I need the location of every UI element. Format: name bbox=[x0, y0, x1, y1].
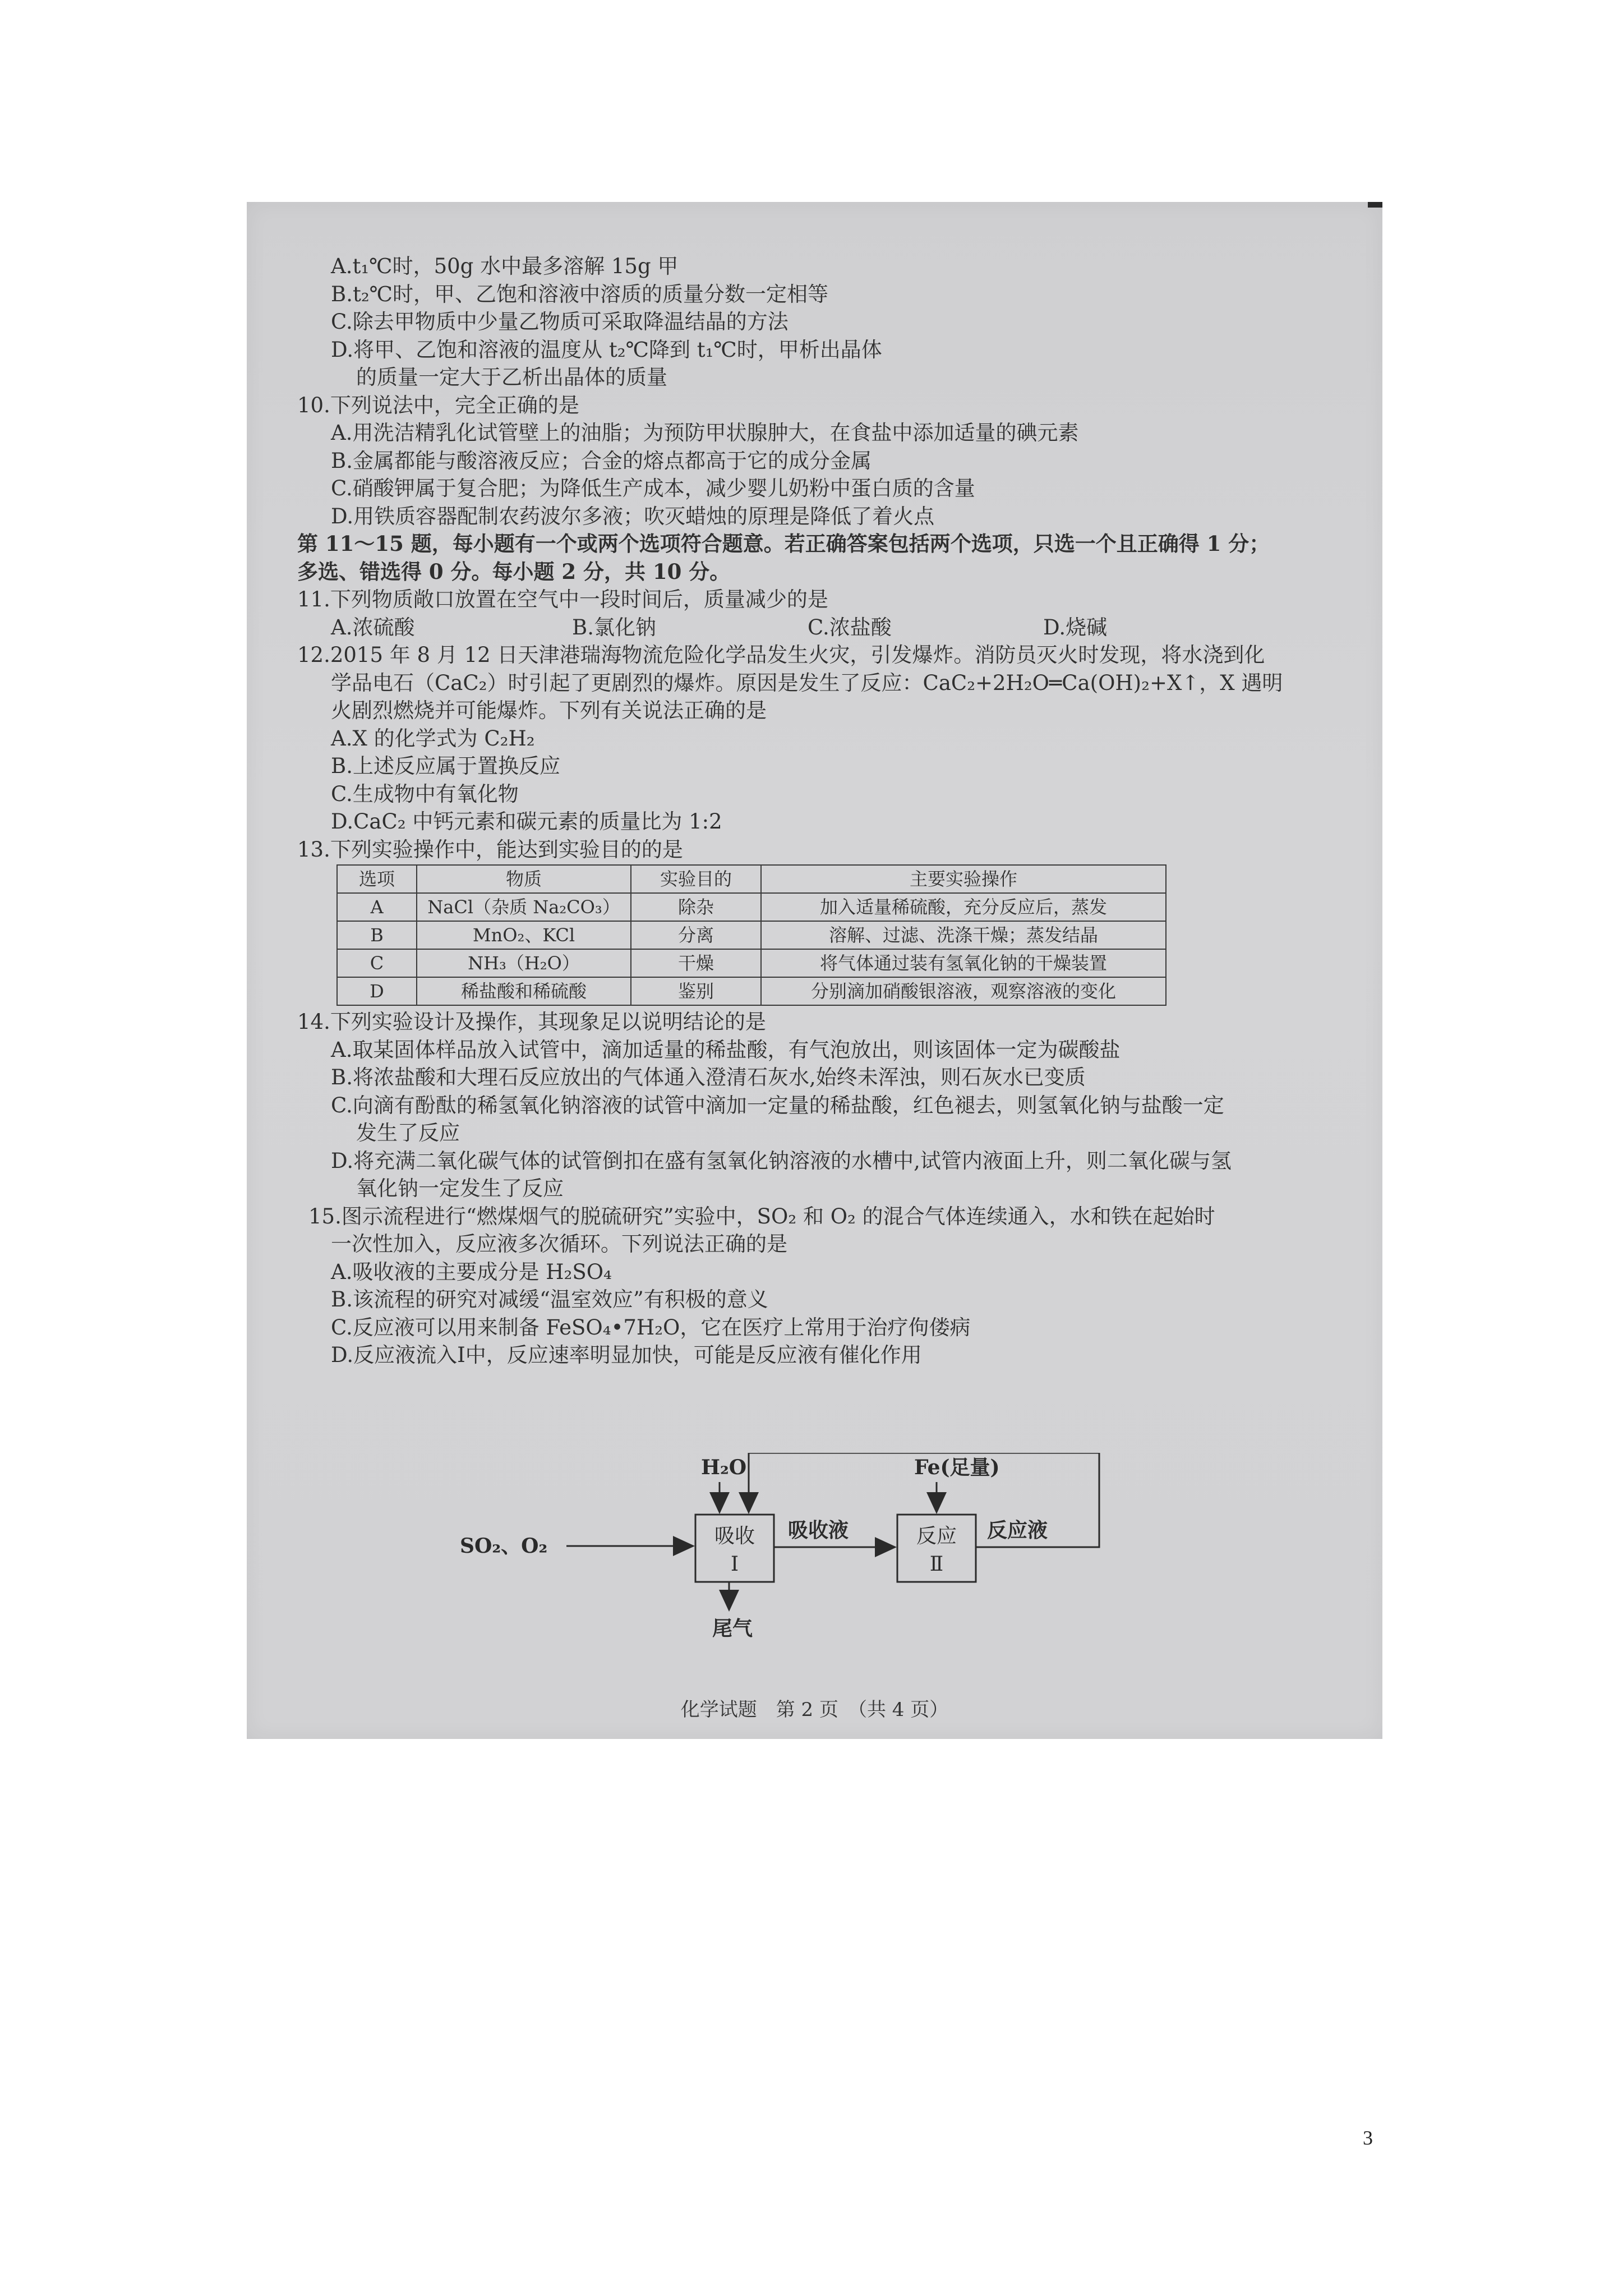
table-cell: 除杂 bbox=[631, 893, 761, 921]
table-cell: 分离 bbox=[631, 921, 761, 949]
q14-option-b: B.将浓盐酸和大理石反应放出的气体通入澄清石灰水,始终未浑浊，则石灰水已变质 bbox=[331, 1065, 1086, 1089]
table-cell: NH₃（H₂O） bbox=[417, 949, 631, 977]
water-label: H₂O bbox=[701, 1456, 747, 1479]
q10-stem: 10.下列说法中，完全正确的是 bbox=[297, 393, 579, 417]
table-row bbox=[337, 921, 1166, 949]
section-note-line2: 多选、错选得 0 分。每小题 2 分，共 10 分。 bbox=[297, 559, 731, 584]
table-cell: 溶解、过滤、洗涤干燥；蒸发结晶 bbox=[761, 921, 1166, 949]
q14-option-c-cont: 发生了反应 bbox=[356, 1121, 460, 1145]
q10-option-d: D.用铁质容器配制农药波尔多液；吹灭蜡烛的原理是降低了着火点 bbox=[331, 504, 935, 528]
q9-option-a: A.t₁℃时，50g 水中最多溶解 15g 甲 bbox=[331, 254, 679, 278]
q12-option-c: C.生成物中有氧化物 bbox=[331, 781, 519, 806]
q11-options bbox=[297, 614, 1352, 642]
q13-table-header bbox=[337, 865, 1166, 893]
q11-stem: 11.下列物质敞口放置在空气中一段时间后，质量减少的是 bbox=[297, 587, 828, 611]
table-row bbox=[337, 893, 1166, 921]
section-note-line1: 第 11～15 题，每小题有一个或两个选项符合题意。若正确答案包括两个选项，只选一个且正确得 1 分； bbox=[297, 531, 1270, 556]
q9-option-d-cont: 的质量一定大于乙析出晶体的质量 bbox=[356, 365, 667, 389]
exam-content bbox=[297, 252, 1352, 1369]
gas-input-label: SO₂、O₂ bbox=[460, 1534, 548, 1558]
q13-header-substance: 物质 bbox=[417, 865, 631, 893]
q10-option-b: B.金属都能与酸溶液反应；合金的熔点都高于它的成分金属 bbox=[331, 448, 872, 473]
table-cell: C bbox=[337, 949, 417, 977]
reactor-label: 反应 bbox=[916, 1525, 957, 1548]
q11-option-c: C.浓盐酸 bbox=[808, 615, 892, 639]
absorber-label: 吸收 bbox=[714, 1525, 755, 1548]
page-number: 3 bbox=[1363, 2127, 1373, 2149]
q9-option-b: B.t₂℃时，甲、乙饱和溶液中溶质的质量分数一定相等 bbox=[331, 282, 829, 306]
q14-stem: 14.下列实验设计及操作，其现象足以说明结论的是 bbox=[297, 1010, 766, 1034]
table-row bbox=[337, 949, 1166, 977]
table-cell: 鉴别 bbox=[631, 977, 761, 1005]
table-cell: 加入适量稀硫酸，充分反应后，蒸发 bbox=[761, 893, 1166, 921]
q11-option-d: D.烧碱 bbox=[1043, 615, 1108, 639]
q11-option-b: B.氯化钠 bbox=[572, 615, 656, 639]
table-cell: D bbox=[337, 977, 417, 1005]
table-cell: 分别滴加硝酸银溶液，观察溶液的变化 bbox=[761, 977, 1166, 1005]
q10-option-a: A.用洗洁精乳化试管壁上的油脂；为预防甲状腺肿大，在食盐中添加适量的碘元素 bbox=[331, 421, 1079, 445]
q13-table bbox=[336, 864, 1166, 1006]
table-cell: MnO₂、KCl bbox=[417, 921, 631, 949]
q12-stem-line2: 学品电石（CaC₂）时引起了更剧烈的爆炸。原因是发生了反应：CaC₂+2H₂O═Ca(OH)₂+X↑，X 遇明 bbox=[331, 670, 1283, 695]
react-liquid-label: 反应液 bbox=[987, 1519, 1048, 1542]
table-cell: 稀盐酸和稀硫酸 bbox=[417, 977, 631, 1005]
q10-option-c: C.硝酸钾属于复合肥；为降低生产成本，减少婴儿奶粉中蛋白质的含量 bbox=[331, 476, 975, 500]
q14-option-c: C.向滴有酚酞的稀氢氧化钠溶液的试管中滴加一定量的稀盐酸，红色褪去，则氢氧化钠与盐酸一定 bbox=[331, 1093, 1224, 1117]
q15-option-b: B.该流程的研究对减缓“温室效应”有积极的意义 bbox=[331, 1287, 768, 1312]
q12-stem-line1: 12.2015 年 8 月 12 日天津港瑞海物流危险化学品发生火灾，引发爆炸。消防员灭火时发现，将水浇到化 bbox=[297, 643, 1265, 667]
q14-option-d-cont: 氧化钠一定发生了反应 bbox=[356, 1176, 564, 1200]
table-cell: A bbox=[337, 893, 417, 921]
table-cell: NaCl（杂质 Na₂CO₃） bbox=[417, 893, 631, 921]
q15-option-a: A.吸收液的主要成分是 H₂SO₄ bbox=[331, 1259, 612, 1284]
reactor-number: Ⅱ bbox=[929, 1553, 944, 1576]
page-footer: 化学试题 第 2 页 （共 4 页） bbox=[680, 1699, 949, 1721]
q14-option-a: A.取某固体样品放入试管中，滴加适量的稀盐酸，有气泡放出，则该固体一定为碳酸盐 bbox=[331, 1037, 1121, 1062]
table-row bbox=[337, 977, 1166, 1005]
q12-option-d: D.CaC₂ 中钙元素和碳元素的质量比为 1:2 bbox=[331, 809, 722, 834]
q14-option-d: D.将充满二氧化碳气体的试管倒扣在盛有氢氧化钠溶液的水槽中,试管内液面上升，则二氧化碳与氢 bbox=[331, 1148, 1232, 1173]
tail-gas-label: 尾气 bbox=[712, 1617, 753, 1640]
q15-stem-line1: 15.图示流程进行“燃煤烟气的脱硫研究”实验中，SO₂ 和 O₂ 的混合气体连续通入，水和铁在起始时 bbox=[308, 1204, 1215, 1228]
q15-stem-line2: 一次性加入，反应液多次循环。下列说法正确的是 bbox=[331, 1232, 787, 1256]
table-cell: 干燥 bbox=[631, 949, 761, 977]
table-cell: B bbox=[337, 921, 417, 949]
q13-header-purpose: 实验目的 bbox=[631, 865, 761, 893]
desulfurization-flow-diagram bbox=[449, 1453, 1178, 1644]
q12-stem-line3: 火剧烈燃烧并可能爆炸。下列有关说法正确的是 bbox=[331, 698, 767, 723]
q13-header-operation: 主要实验操作 bbox=[761, 865, 1166, 893]
iron-label: Fe(足量) bbox=[914, 1456, 1000, 1479]
table-cell: 将气体通过装有氢氧化钠的干燥装置 bbox=[761, 949, 1166, 977]
q15-option-d: D.反应液流入Ⅰ中，反应速率明显加快，可能是反应液有催化作用 bbox=[331, 1343, 922, 1367]
absorber-number: Ⅰ bbox=[730, 1553, 739, 1576]
q13-stem: 13.下列实验操作中，能达到实验目的的是 bbox=[297, 837, 683, 862]
q12-option-a: A.X 的化学式为 C₂H₂ bbox=[331, 726, 535, 751]
q15-option-c: C.反应液可以用来制备 FeSO₄•7H₂O，它在医疗上常用于治疗佝偻病 bbox=[331, 1315, 971, 1340]
q11-option-a: A.浓硫酸 bbox=[331, 615, 415, 639]
photo-corner-mark bbox=[1368, 202, 1382, 208]
absorb-liquid-label: 吸收液 bbox=[788, 1519, 849, 1542]
q13-header-option: 选项 bbox=[337, 865, 417, 893]
q12-option-b: B.上述反应属于置换反应 bbox=[331, 754, 560, 778]
scanned-exam-photo bbox=[247, 202, 1382, 1739]
q9-option-c: C.除去甲物质中少量乙物质可采取降温结晶的方法 bbox=[331, 310, 789, 334]
q9-option-d: D.将甲、乙饱和溶液的温度从 t₂℃降到 t₁℃时，甲析出晶体 bbox=[331, 337, 882, 362]
